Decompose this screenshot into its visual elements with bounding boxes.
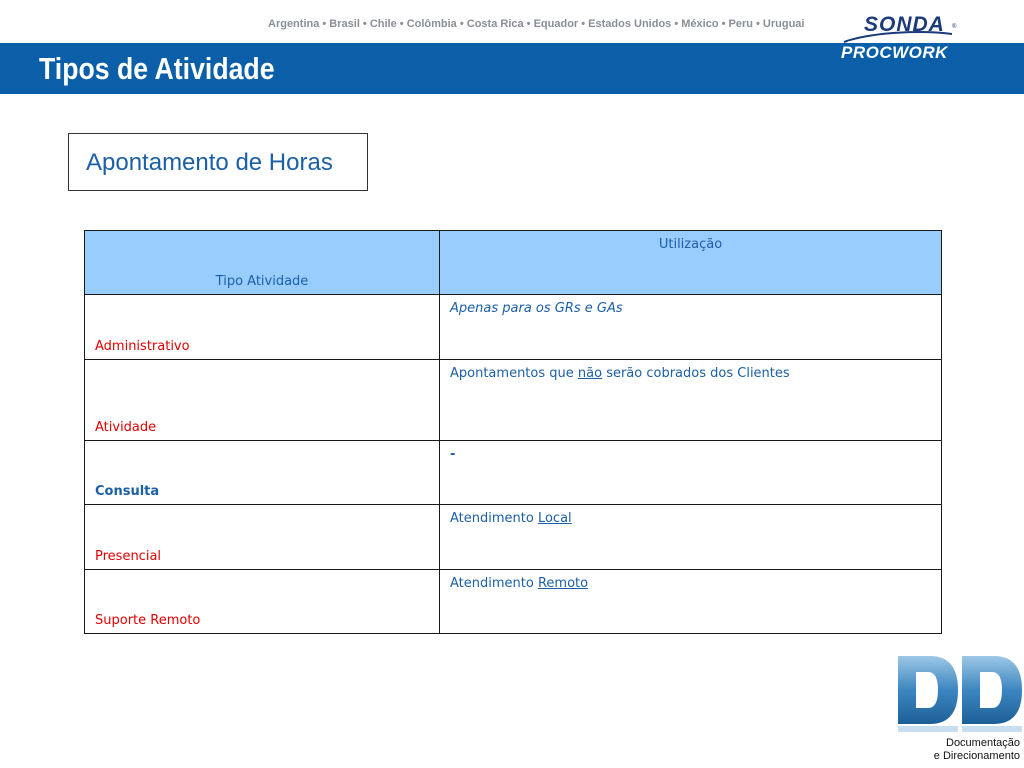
utilizacao-suporte-remoto-pre: Atendimento [450, 576, 538, 591]
utilizacao-suporte-remoto-link: Remoto [537, 576, 589, 591]
utilizacao-atividade [450, 366, 790, 381]
sonda-procwork-logo [838, 8, 988, 64]
dd-logo-icon [896, 654, 1024, 734]
countries-list: Argentina • Brasil • Chile • Colômbia • Costa Rica • Equador • Estados Unidos • México • Peru • Uruguai [268, 18, 805, 30]
utilizacao-presencial-link: Local [537, 511, 572, 526]
cell-utilizacao [440, 295, 942, 360]
registered-mark: ® [952, 24, 957, 30]
tipo-suporte-remoto: Suporte Remoto [95, 613, 201, 628]
header-utilizacao-label: Utilização [658, 237, 723, 252]
dd-caption-line2: e Direcionamento [933, 750, 1020, 762]
subtitle-box [68, 133, 368, 191]
utilizacao-presencial [450, 511, 572, 526]
cell-utilizacao [440, 360, 942, 441]
utilizacao-atividade-pre: Apontamentos que [450, 366, 578, 381]
utilizacao-suporte-remoto [450, 576, 588, 591]
subtitle-text: Apontamento de Horas [86, 149, 333, 176]
header-utilizacao [440, 231, 942, 295]
dd-caption-line1: Documentação [946, 737, 1020, 749]
cell-tipo [85, 360, 440, 441]
cell-tipo [85, 441, 440, 505]
tipo-atividade: Atividade [95, 420, 157, 435]
cell-utilizacao [440, 441, 942, 505]
table-row [85, 360, 942, 441]
table-row [85, 505, 942, 570]
table-row [85, 570, 942, 634]
page-title: Tipos de Atividade [39, 51, 275, 86]
cell-utilizacao [440, 570, 942, 634]
dd-logo-caption [920, 737, 1020, 763]
cell-tipo [85, 570, 440, 634]
cell-utilizacao [440, 505, 942, 570]
utilizacao-atividade-post: serão cobrados dos Clientes [602, 366, 790, 381]
header-tipo-atividade [85, 231, 440, 295]
header-tipo-atividade-label: Tipo Atividade [215, 274, 309, 289]
cell-tipo [85, 505, 440, 570]
table-header-row [85, 231, 942, 295]
logo-procwork-text: PROCWORK [841, 43, 948, 62]
utilizacao-presencial-pre: Atendimento [450, 511, 538, 526]
utilizacao-consulta: - [450, 447, 456, 462]
tipo-presencial: Presencial [95, 549, 162, 564]
activity-types-table [84, 230, 942, 634]
logo-swoosh-icon [842, 30, 954, 44]
cell-tipo [85, 295, 440, 360]
table-row [85, 295, 942, 360]
utilizacao-atividade-emphasis: não [577, 366, 603, 381]
logo-sonda-text: SONDA [864, 13, 945, 36]
tipo-consulta: Consulta [95, 484, 160, 499]
utilizacao-administrativo: Apenas para os GRs e GAs [450, 301, 623, 316]
tipo-administrativo: Administrativo [95, 339, 190, 354]
table-row [85, 441, 942, 505]
